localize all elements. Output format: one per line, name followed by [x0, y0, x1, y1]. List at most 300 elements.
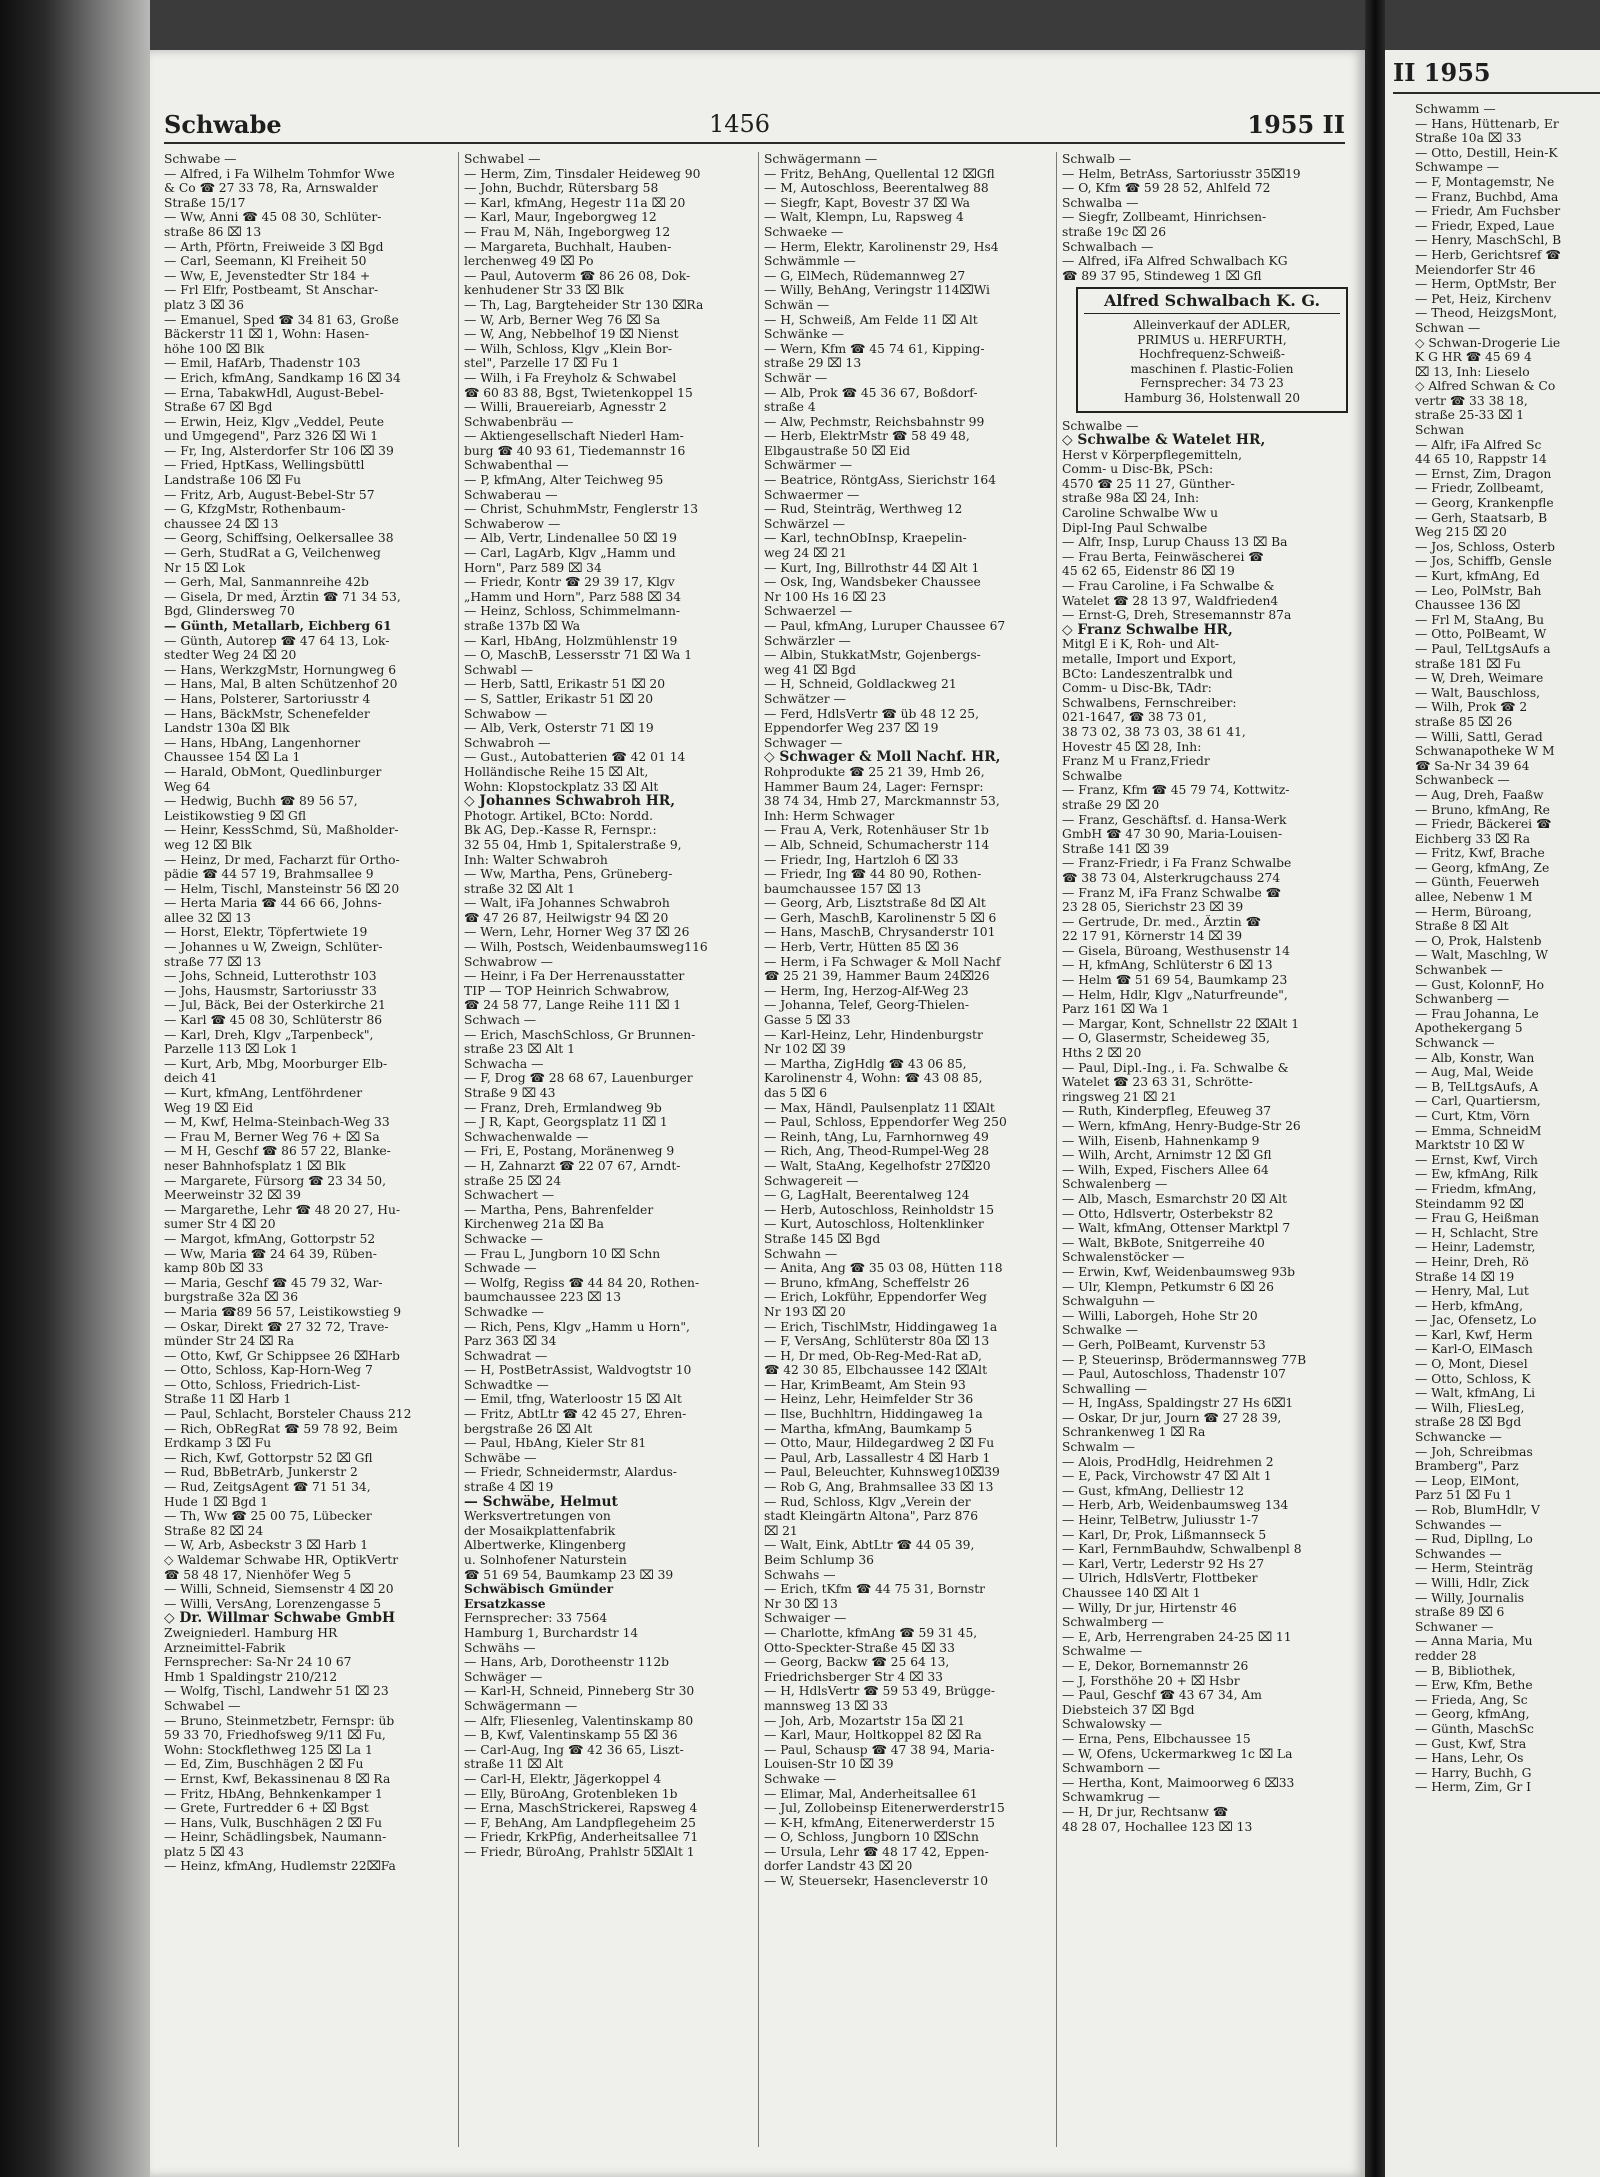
directory-entry-line: — Gerh, MaschB, Karolinenstr 5 ⌧ 6 [764, 910, 997, 925]
directory-entry-line: — Alb, Verk, Osterstr 71 ⌧ 19 [464, 721, 654, 736]
next-page-line: Schwan — [1415, 320, 1481, 335]
next-page-line: Schwandes — [1415, 1517, 1502, 1532]
directory-entry-line: — Alfred, i Fa Wilhelm Tohmfor Wwe [164, 166, 395, 181]
directory-entry-line: — Paul, Arb, Lassallestr 4 ⌧ Harb 1 [764, 1450, 991, 1465]
surname-heading: Schwägermann — [464, 1698, 578, 1713]
next-page-line: — Günth, MaschSc [1415, 1721, 1534, 1736]
next-page-line: Straße 10a ⌧ 33 [1415, 131, 1522, 146]
directory-entry-line: — Ed, Zim, Buschhägen 2 ⌧ Fu [164, 1757, 364, 1772]
directory-entry-line: — Margarethe, Lehr ☎ 48 20 27, Hu- [164, 1202, 401, 1217]
directory-entry-line: ☎ 38 73 04, Alsterkrugchauss 274 [1062, 870, 1281, 885]
directory-entry-line: — Grete, Furtredder 6 + ⌧ Bgst [164, 1801, 369, 1816]
directory-entry-line: — Herb, Vertr, Hütten 85 ⌧ 36 [764, 940, 959, 955]
surname-heading: Schwaeke — [764, 224, 844, 239]
directory-entry-line: — Wilh, Archt, Arnimstr 12 ⌧ Gfl [1062, 1148, 1272, 1163]
next-page-line: — Hans, Hüttenarb, Er [1415, 116, 1559, 131]
directory-entry-line: — Joh, Arb, Mozartstr 15a ⌧ 21 [764, 1713, 966, 1728]
directory-entry-line: — Karl, Vertr, Lederstr 92 Hs 27 [1062, 1556, 1265, 1571]
directory-entry-line: — Fried, HptKass, Wellingsbüttl [164, 458, 365, 473]
directory-entry-line: — Alw, Pechmstr, Reichsbahnstr 99 [764, 414, 985, 429]
directory-entry-line: — B, Kwf, Valentinskamp 55 ⌧ 36 [464, 1728, 678, 1743]
advertisement-line: Hamburg 36, Holstenwall 20 [1123, 390, 1301, 405]
directory-entry-line: straße 25 ⌧ 24 [464, 1173, 562, 1188]
next-page-line: — Friedr, Bäckerei ☎ [1415, 817, 1552, 832]
directory-entry-line: allee 32 ⌧ 13 [164, 910, 251, 925]
directory-entry-line: — W, Ang, Nebbelhof 19 ⌧ Nienst [464, 327, 679, 342]
directory-entry-line: — Heinz, Dr med, Facharzt für Ortho- [164, 852, 400, 867]
directory-entry-line: — Franz, Dreh, Ermlandweg 9b [464, 1100, 662, 1115]
directory-entry-line: weg 12 ⌧ Blk [164, 837, 252, 852]
next-page-line: — Jac, Ofensetz, Lo [1415, 1313, 1537, 1328]
next-page-line: — H, Schlacht, Stre [1415, 1225, 1539, 1240]
advertisement-line: maschinen f. Plastic-Folien [1130, 361, 1294, 376]
directory-entry-line: 021-1647, ☎ 38 73 01, [1062, 710, 1207, 725]
directory-entry-line: — Carl-H, Elektr, Jägerkoppel 4 [464, 1771, 662, 1786]
directory-entry-line: — Hedwig, Buchh ☎ 89 56 57, [164, 794, 358, 809]
directory-entry-line: — Helm, BetrAss, Sartoriusstr 35⌧19 [1062, 166, 1301, 181]
directory-entry-line: — Friedr, Ing, Hartzloh 6 ⌧ 33 [764, 852, 959, 867]
directory-entry-line: — Frau Caroline, i Fa Schwalbe & [1062, 579, 1275, 594]
directory-entry-line: — Karl, kfmAng, Hegestr 11a ⌧ 20 [464, 195, 686, 210]
directory-entry-line: — Herb, ElektrMstr ☎ 58 49 48, [764, 429, 970, 444]
surname-heading: Schwänke — [764, 327, 844, 342]
directory-entry-line: — Carl, Seemann, Kl Freiheit 50 [164, 254, 367, 269]
directory-entry-line: — Otto, Schloss, Kap-Horn-Weg 7 [164, 1363, 373, 1378]
directory-entry-line: — Aktiengesellschaft Niederl Ham- [464, 429, 684, 444]
next-page-line: ⌧ 13, Inh: Lieselo [1415, 364, 1530, 379]
directory-entry-line: Otto-Speckter-Straße 45 ⌧ 33 [764, 1640, 955, 1655]
directory-entry-line: ☎ 47 26 87, Heilwigstr 94 ⌧ 20 [464, 910, 669, 925]
directory-entry-line: — Friedr, KrkPfig, Anderheitsallee 71 [464, 1830, 699, 1845]
directory-entry-line: — Wilh, Schloss, Klgv „Klein Bor- [464, 341, 673, 356]
directory-entry-line: 38 73 02, 38 73 03, 38 61 41, [1062, 724, 1246, 739]
directory-entry-line: — H, Zahnarzt ☎ 22 07 67, Arndt- [464, 1158, 681, 1173]
directory-entry-line: Rohprodukte ☎ 25 21 39, Hmb 26, [764, 764, 985, 779]
next-page-line: — Jos, Schloss, Osterb [1415, 539, 1556, 554]
directory-entry-line: — J, Forsthöhe 20 + ⌧ Hsbr [1062, 1673, 1240, 1688]
directory-entry-line: — Alb, Schneid, Schumacherstr 114 [764, 837, 990, 852]
surname-heading: Schwabl — [464, 662, 534, 677]
directory-entry-line: — Walt, Eink, AbtLtr ☎ 44 05 39, [764, 1538, 975, 1553]
directory-entry-line: — Margarete, Fürsorg ☎ 23 34 50, [164, 1173, 386, 1188]
directory-entry-line: — P, kfmAng, Alter Teichweg 95 [464, 473, 664, 488]
directory-entry-line: — Heinz, Lehr, Heimfelder Str 36 [764, 1392, 974, 1407]
directory-entry-line: — Karl, technObInsp, Kraepelin- [764, 531, 967, 546]
directory-entry-line: deich 41 [164, 1071, 218, 1086]
directory-entry-line: — Herm, Zim, Tinsdaler Heideweg 90 [464, 166, 701, 181]
next-page-line: — Jos, Schiffb, Gensle [1415, 554, 1552, 569]
next-page-line: Schwanbek — [1415, 963, 1503, 978]
directory-entry-line: — Hertha, Kont, Maimoorweg 6 ⌧33 [1062, 1775, 1295, 1790]
directory-entry-line: — W, Arb, Asbeckstr 3 ⌧ Harb 1 [164, 1538, 369, 1553]
directory-entry-line: — Emil, tfng, Waterloostr 15 ⌧ Alt [464, 1392, 682, 1407]
directory-entry-line: — Helm, Hdlr, Klgv „Naturfreunde", [1062, 987, 1288, 1002]
directory-entry-line: — Walt, BkBote, Snitgerreihe 40 [1062, 1235, 1265, 1250]
directory-entry-line: Caroline Schwalbe Ww u [1062, 506, 1219, 521]
next-page-line: Meiendorfer Str 46 [1415, 262, 1536, 277]
directory-entry-line: — Alfred, iFa Alfred Schwalbach KG [1062, 254, 1288, 269]
directory-entry-line: — Otto, Hdlsvertr, Osterbekstr 82 [1062, 1206, 1274, 1221]
next-page-line: — Gust, Kwf, Stra [1415, 1736, 1527, 1751]
directory-entry-line: Erdkamp 3 ⌧ Fu [164, 1436, 272, 1451]
next-page-line: Weg 215 ⌧ 20 [1415, 525, 1507, 540]
directory-entry-line: — H, IngAss, Spaldingstr 27 Hs 6⌧1 [1062, 1396, 1294, 1411]
directory-entry-line: Fernsprecher: 33 7564 [464, 1611, 608, 1626]
directory-entry-line: — Herm, i Fa Schwager & Moll Nachf [764, 954, 1001, 969]
directory-entry-line: Werksvertretungen von [464, 1509, 611, 1524]
directory-entry-line: — Rob G, Ang, Brahmsallee 33 ⌧ 13 [764, 1480, 994, 1495]
directory-entry-line: — Margot, kfmAng, Gottorpstr 52 [164, 1231, 376, 1246]
next-page-line: — Ew, kfmAng, Rilk [1415, 1167, 1538, 1182]
directory-entry-line: — Wern, Lehr, Horner Weg 37 ⌧ 26 [464, 925, 690, 940]
directory-entry-line: — J R, Kapt, Georgsplatz 11 ⌧ 1 [464, 1115, 668, 1130]
next-page-line: — Ernst, Kwf, Virch [1415, 1152, 1538, 1167]
directory-entry-line: ☎ 24 58 77, Lange Reihe 111 ⌧ 1 [464, 998, 682, 1013]
next-page-line: — Georg, Krankenpfle [1415, 496, 1554, 511]
directory-entry-line: baumchaussee 157 ⌧ 13 [764, 881, 922, 896]
next-page-line: — Joh, Schreibmas [1415, 1444, 1533, 1459]
next-page-line: — Frau G, Heißman [1415, 1211, 1540, 1226]
directory-entry-line: — O, Kfm ☎ 59 28 52, Ahlfeld 72 [1062, 181, 1271, 196]
next-page-line: — Willi, Hdlr, Zick [1415, 1575, 1529, 1590]
directory-entry-line: Straße 82 ⌧ 24 [164, 1523, 264, 1538]
next-page-line: — Theod, HeizgsMont, [1415, 306, 1558, 321]
directory-entry-line: — Erich, TischlMstr, Hiddingaweg 1a [764, 1319, 998, 1334]
directory-entry-line: stedter Weg 24 ⌧ 20 [164, 648, 297, 663]
directory-entry-line: — Willy, Dr jur, Hirtenstr 46 [1062, 1600, 1237, 1615]
directory-entry-line: — Otto, Maur, Hildegardweg 2 ⌧ Fu [764, 1436, 995, 1451]
next-page-line: — Friedr, Am Fuchsber [1415, 204, 1561, 219]
next-page-line: — Pet, Heiz, Kirchenv [1415, 291, 1552, 306]
directory-entry-line: ☎ 89 37 95, Stindeweg 1 ⌧ Gfl [1062, 268, 1262, 283]
directory-entry-line: — K-H, kfmAng, Eitenerwerderstr 15 [764, 1815, 995, 1830]
directory-entry-line: — Karl, Maur, Ingeborgweg 12 [464, 210, 657, 225]
directory-entry-line: straße 32 ⌧ Alt 1 [464, 881, 575, 896]
directory-entry-line: Kirchenweg 21a ⌧ Ba [464, 1217, 604, 1232]
directory-entry-line: straße 29 ⌧ 13 [764, 356, 862, 371]
header-year: 1955 II [1247, 110, 1345, 139]
directory-entry-line: straße 29 ⌧ 20 [1062, 797, 1160, 812]
directory-entry-line: 59 33 70, Friedhofsweg 9/11 ⌧ Fu, [164, 1728, 386, 1743]
directory-entry-line: — G, ElMech, Rüdemannweg 27 [764, 268, 966, 283]
directory-entry-line: Hovestr 45 ⌧ 28, Inh: [1062, 739, 1202, 754]
directory-entry-line: Photogr. Artikel, BCto: Nordd. [464, 808, 654, 823]
directory-entry-line: u. Solnhofener Naturstein [464, 1553, 627, 1567]
directory-entry-line: — Herta Maria ☎ 44 66 66, Johns- [164, 896, 382, 911]
next-page-line: Schwan [1415, 423, 1465, 438]
directory-entry-line: — Johanna, Telef, Georg-Thielen- [764, 998, 970, 1013]
surname-heading: Schwalba — [1062, 195, 1139, 210]
directory-entry-line: straße 19c ⌧ 26 [1062, 224, 1167, 239]
directory-entry-line: — Emil, HafArb, Thadenstr 103 [164, 356, 361, 371]
directory-entry-line: Straße 9 ⌧ 43 [464, 1086, 556, 1100]
next-page-line: — Emma, SchneidM [1415, 1123, 1542, 1138]
directory-entry-line: — Osk, Ing, Wandsbeker Chaussee [764, 575, 981, 590]
directory-entry-line: — Jul, Bäck, Bei der Osterkirche 21 [164, 998, 386, 1013]
directory-entry-line: 4570 ☎ 25 11 27, Günther- [1062, 476, 1235, 491]
directory-entry-line: neser Bahnhofsplatz 1 ⌧ Blk [164, 1158, 346, 1173]
directory-entry-line: — Kurt, Ing, Billrothstr 44 ⌧ Alt 1 [764, 560, 980, 575]
next-page-line: — Herm, OptMstr, Ber [1415, 277, 1556, 292]
directory-entry-line: straße 98a ⌧ 24, Inh: [1062, 491, 1200, 506]
directory-entry-line: — Alfr, Fliesenleg, Valentinskamp 80 [464, 1713, 694, 1728]
next-page-line: — Frieda, Ang, Sc [1415, 1692, 1528, 1707]
next-page-line: — Leo, PolMstr, Bah [1415, 583, 1542, 598]
directory-entry-line: — G, LagHalt, Beerentalweg 124 [764, 1188, 970, 1203]
directory-entry-line: Schrankenweg 1 ⌧ Ra [1062, 1425, 1206, 1440]
next-page-line: — Wilh, FliesLeg, [1415, 1400, 1525, 1415]
directory-entry-line: — Charlotte, kfmAng ☎ 59 31 45, [764, 1625, 978, 1640]
directory-entry-line: — Frau L, Jungborn 10 ⌧ Schn [464, 1246, 661, 1261]
directory-entry-line: — Jul, Zollobeinsp Eitenerwerderstr15 [764, 1801, 1005, 1816]
directory-entry-line: Nr 193 ⌧ 20 [764, 1304, 846, 1319]
directory-entry-line: — Alb, Vertr, Lindenallee 50 ⌧ 19 [464, 531, 677, 546]
directory-entry-line: — Paul, kfmAng, Luruper Chaussee 67 [764, 619, 1006, 633]
directory-entry-line: — Günth, Autorep ☎ 47 64 13, Lok- [164, 633, 390, 648]
directory-entry-line: Straße 141 ⌧ 39 [1062, 841, 1170, 856]
next-page-line: — O, Mont, Diesel [1415, 1357, 1528, 1372]
directory-entry-line: Straße 145 ⌧ Bgd [764, 1231, 881, 1246]
directory-entry-line: 48 28 07, Hochallee 123 ⌧ 13 [1062, 1819, 1253, 1834]
directory-entry-line: — Walt, Klempn, Lu, Rapsweg 4 [764, 210, 964, 225]
surname-heading: Schwamkrug — [1062, 1790, 1161, 1805]
surname-heading: Schwabel — [164, 1698, 241, 1713]
directory-entry-line: straße 77 ⌧ 13 [164, 954, 262, 969]
surname-heading: Schwachenwalde — [464, 1129, 589, 1144]
next-page-line: — Frau Johanna, Le [1415, 1006, 1539, 1021]
directory-entry-line: lerchenweg 49 ⌧ Po [464, 254, 594, 269]
next-page-line: — Kurt, kfmAng, Ed [1415, 569, 1540, 583]
directory-entry-line: — Alois, ProdHdlg, Heidrehmen 2 [1062, 1454, 1274, 1469]
directory-entry-line: Eppendorfer Weg 237 ⌧ 19 [764, 721, 939, 736]
directory-entry-line: — Paul, Dipl.-Ing., i. Fa. Schwalbe & [1062, 1060, 1289, 1075]
directory-entry-line: Mitgl E i K, Roh- und Alt- [1062, 637, 1220, 652]
next-page-line: Bramberg", Parz [1415, 1459, 1519, 1474]
next-page-line: Steindamm 92 ⌧ [1415, 1196, 1524, 1211]
directory-entry-line: — Johs, Hausmstr, Sartoriusstr 33 [164, 983, 377, 998]
directory-entry-line: Bäckerstr 11 ⌧ 1, Wohn: Hasen- [164, 327, 369, 342]
directory-entry-line: — W, Arb, Berner Weg 76 ⌧ Sa [464, 312, 661, 327]
directory-entry-line: — Gust, kfmAng, Delliestr 12 [1062, 1483, 1245, 1498]
directory-entry-line: — Fri, E, Postang, Moränenweg 9 [464, 1144, 675, 1159]
next-page-line: Straße 14 ⌧ 19 [1415, 1269, 1515, 1284]
next-page-line: — Fritz, Kwf, Brache [1415, 846, 1545, 861]
directory-entry-line: platz 3 ⌧ 36 [164, 297, 244, 312]
directory-entry-line: ringsweg 21 ⌧ 21 [1062, 1089, 1177, 1104]
directory-entry-line: münder Str 24 ⌧ Ra [164, 1334, 295, 1349]
next-page-line: — O, Prok, Halstenb [1415, 933, 1542, 948]
directory-entry-line: — F, Drog ☎ 28 68 67, Lauenburger [464, 1071, 693, 1086]
directory-entry-line: — Franz, Kfm ☎ 45 79 74, Kottwitz- [1062, 783, 1290, 798]
directory-entry-line: — Harald, ObMont, Quedlinburger [164, 764, 382, 779]
surname-heading: Schwabenbräu — [464, 414, 574, 429]
directory-entry-line: der Mosaikplattenfabrik [464, 1523, 616, 1538]
directory-entry-line: — Hans, MaschB, Chrysanderstr 101 [764, 925, 996, 940]
directory-entry-line: Comm- u Disc-Bk, PSch: [1062, 462, 1214, 477]
directory-entry-line: Schwäbisch Gmünder [464, 1582, 614, 1597]
next-page-line: Eichberg 33 ⌧ Ra [1415, 831, 1531, 846]
directory-entry-line: — M, Autoschloss, Beerentalweg 88 [764, 181, 989, 196]
directory-entry-line: Bgd, Glindersweg 70 [164, 604, 295, 619]
directory-entry-line: TIP — TOP Heinrich Schwabrow, [464, 983, 670, 998]
surname-heading: Schwadke — [464, 1304, 544, 1319]
directory-entry-line: Nr 15 ⌧ Lok [164, 560, 246, 575]
book-gutter [1365, 0, 1385, 2177]
next-page-line: — F, Montagemstr, Ne [1415, 174, 1555, 189]
directory-entry-line: — Oskar, Dr jur, Journ ☎ 27 28 39, [1062, 1410, 1282, 1425]
directory-entry-line: — Anita, Ang ☎ 35 03 08, Hütten 118 [764, 1261, 1003, 1276]
directory-entry-line: — Frau A, Verk, Rotenhäuser Str 1b [764, 823, 989, 838]
surname-heading: Schwaberau — [464, 487, 558, 502]
directory-entry-line: — Heinr, i Fa Der Herrenausstatter [464, 969, 685, 984]
directory-entry-line: — Oskar, Direkt ☎ 27 32 72, Trave- [164, 1319, 389, 1334]
directory-entry-line: — Willy, BehAng, Veringstr 114⌧Wi [764, 283, 990, 298]
surname-heading: Schwärzler — [764, 633, 851, 648]
directory-entry-line: — E, Dekor, Bornemannstr 26 [1062, 1658, 1249, 1673]
page-header [164, 110, 1345, 150]
directory-entry-line: — Bruno, Steinmetzbetr, Fernspr: üb [164, 1713, 395, 1728]
directory-entry-line: — Frau M, Näh, Ingeborgweg 12 [464, 224, 671, 239]
next-page-line: straße 85 ⌧ 26 [1415, 714, 1513, 729]
directory-entry-line: Chaussee 140 ⌧ Alt 1 [1062, 1586, 1201, 1600]
next-page-line: — Otto, Destill, Hein-K [1415, 145, 1558, 160]
next-page-line: — Walt, Bauschloss, [1415, 685, 1541, 700]
surname-heading: Schwär — [764, 370, 828, 385]
next-page-line: — Walt, kfmAng, Li [1415, 1386, 1536, 1401]
directory-entry-line: — Ferd, HdlsVertr ☎ üb 48 12 25, [764, 706, 979, 721]
next-page-line: — Erw, Kfm, Bethe [1415, 1678, 1533, 1693]
directory-entry-line: — Fritz, BehAng, Quellental 12 ⌧Gfl [764, 166, 995, 181]
surname-heading: Schwahn — [764, 1246, 838, 1261]
next-page-line: straße 181 ⌧ Fu [1415, 656, 1521, 671]
directory-entry-line: — Hans, HbAng, Langenhorner [164, 735, 361, 750]
advertisement-line: Fernsprecher: 34 73 23 [1140, 376, 1284, 391]
directory-entry-line: — Paul, Schausp ☎ 47 38 94, Maria- [764, 1742, 995, 1757]
next-page-line: ◇ Schwan-Drogerie Lie [1415, 335, 1561, 350]
directory-entry-line: — Ilse, Buchhltrn, Hiddingaweg 1a [764, 1407, 983, 1422]
directory-entry-line: — Karl-H, Schneid, Pinneberg Str 30 [464, 1684, 695, 1699]
directory-entry-line: — O, MaschB, Lessersstr 71 ⌧ Wa 1 [464, 648, 693, 663]
scan-left-margin [0, 0, 150, 2177]
column-separator [1056, 152, 1057, 2147]
directory-entry-line: — Rich, Kwf, Gottorpstr 52 ⌧ Gfl [164, 1450, 373, 1465]
directory-entry-line: — Karl, HbAng, Holzmühlenstr 19 [464, 633, 678, 648]
directory-entry-line: — Paul, Schlacht, Borsteler Chauss 212 [164, 1407, 412, 1422]
surname-heading: Schwager — [764, 735, 843, 750]
directory-entry-line: Comm- u Disc-Bk, TAdr: [1062, 681, 1212, 696]
next-page-line: Parz 51 ⌧ Fu 1 [1415, 1488, 1513, 1503]
directory-entry-line: — Georg, Arb, Lisztstraße 8d ⌧ Alt [764, 896, 986, 911]
next-page-line: — Paul, TelLtgsAufs a [1415, 641, 1551, 656]
directory-entry-line: straße 23 ⌧ Alt 1 [464, 1042, 575, 1057]
directory-entry-line: chaussee 24 ⌧ 13 [164, 516, 279, 531]
next-page-line: — Rob, BlumHdlr, V [1415, 1503, 1540, 1517]
directory-entry-line: Fernsprecher: Sa-Nr 24 10 67 [164, 1655, 352, 1670]
directory-entry-line: ◇ Waldemar Schwabe HR, OptikVertr [164, 1553, 399, 1567]
directory-entry-line: ☎ 51 69 54, Baumkamp 23 ⌧ 39 [464, 1567, 674, 1582]
directory-entry-line: — Wern, kfmAng, Henry-Budge-Str 26 [1062, 1119, 1301, 1133]
directory-entry-line: sumer Str 4 ⌧ 20 [164, 1217, 276, 1232]
column-4 [1062, 152, 1354, 2157]
directory-entry-line: stel", Parzelle 17 ⌧ Fu 1 [464, 356, 620, 371]
surname-heading: Schwalling — [1062, 1381, 1147, 1396]
directory-entry-line: Wohn: Klopstockplatz 33 ⌧ Alt [464, 779, 659, 794]
directory-entry-line: — Margareta, Buchhalt, Hauben- [464, 239, 672, 254]
directory-entry-line: — Kurt, Autoschloss, Holtenklinker [764, 1217, 984, 1232]
next-page-line: — Otto, PolBeamt, W [1415, 627, 1547, 642]
directory-entry-line: — Carl-Aug, Ing ☎ 42 36 65, Liszt- [464, 1742, 684, 1757]
directory-entry-line: straße 11 ⌧ Alt [464, 1757, 564, 1772]
directory-entry-line: straße 137b ⌧ Wa [464, 619, 581, 633]
directory-entry-line: — Ulrich, HdlsVertr, Flottbeker [1062, 1571, 1258, 1586]
directory-entry-line: — Christ, SchuhmMstr, Fenglerstr 13 [464, 502, 699, 517]
directory-entry-line: dorfer Landstr 43 ⌧ 20 [764, 1859, 913, 1874]
directory-entry-line: — Elimar, Mal, Anderheitsallee 61 [764, 1786, 978, 1801]
directory-entry-line: — Martha, ZigHdlg ☎ 43 06 85, [764, 1056, 967, 1071]
next-page-line: Schwanapotheke W M [1415, 744, 1555, 759]
directory-entry-line: — Alb, Prok ☎ 45 36 67, Boßdorf- [764, 385, 978, 400]
directory-entry-line: Chaussee 154 ⌧ La 1 [164, 750, 301, 765]
surname-heading: Schwärzel — [764, 516, 845, 531]
next-page-line: — Herm, Zim, Gr I [1415, 1780, 1531, 1795]
directory-entry-line: Landstr 130a ⌧ Blk [164, 721, 290, 736]
next-page-line: — Leop, ElMont, [1415, 1473, 1520, 1488]
directory-entry-line: — Wilh, Exped, Fischers Allee 64 [1062, 1162, 1269, 1177]
directory-entry-line: — Th, Lag, Bargteheider Str 130 ⌧Ra [464, 297, 704, 312]
directory-entry-line: — Rud, ZeitgsAgent ☎ 71 51 34, [164, 1480, 371, 1495]
directory-entry-line: — E, Arb, Herrengraben 24-25 ⌧ 11 [1062, 1629, 1292, 1644]
next-page-line: straße 28 ⌧ Bgd [1415, 1415, 1522, 1430]
next-page-line: — Heinr, Dreh, Rö [1415, 1254, 1529, 1269]
header-rule [164, 142, 1345, 144]
next-page-line: — Carl, Quartiersm, [1415, 1094, 1541, 1109]
surname-heading: Schwadtke — [464, 1377, 549, 1392]
directory-entry-line: Straße 15/17 [164, 195, 246, 210]
directory-entry-line: Nr 100 Hs 16 ⌧ 23 [764, 589, 887, 604]
directory-entry-line: — Gisela, Büroang, Westhusenstr 14 [1062, 943, 1291, 958]
directory-entry-line: 45 62 65, Eidenstr 86 ⌧ 19 [1062, 564, 1235, 579]
directory-entry-line: Parzelle 113 ⌧ Lok 1 [164, 1042, 298, 1057]
directory-entry-line: stadt Kleingärtn Altona", Parz 876 [764, 1509, 979, 1524]
directory-entry-line: — E, Pack, Virchowstr 47 ⌧ Alt 1 [1062, 1469, 1272, 1484]
next-page-line: — Harry, Buchh, G [1415, 1765, 1532, 1780]
next-page-line: Chaussee 136 ⌧ [1415, 598, 1521, 613]
next-page-line: — Friedr, Exped, Laue [1415, 218, 1555, 233]
directory-entry-line: kenhudener Str 33 ⌧ Blk [464, 283, 624, 298]
directory-entry-line: — Fritz, Arb, August-Bebel-Str 57 [164, 487, 375, 502]
directory-entry-line: Nr 30 ⌧ 13 [764, 1596, 838, 1611]
surname-heading: Schwalm — [1062, 1440, 1135, 1455]
surname-heading: Schwätzer — [764, 691, 846, 706]
surname-heading: Schwaberow — [464, 516, 561, 531]
directory-entry-line: — M H, Geschf ☎ 86 57 22, Blanke- [164, 1144, 391, 1159]
directory-entry-line: — Har, KrimBeamt, Am Stein 93 [764, 1377, 966, 1392]
next-page-line: K G HR ☎ 45 69 4 [1415, 350, 1532, 365]
directory-entry-line: — Heinz, Schloss, Schimmelmann- [464, 604, 681, 619]
directory-entry-line: — Otto, Kwf, Gr Schippsee 26 ⌧Harb [164, 1348, 400, 1363]
directory-entry-line: Franz M u Franz,Friedr [1062, 754, 1210, 769]
next-page-line: — Frl M, StaAng, Bu [1415, 612, 1545, 627]
directory-entry-line: Parz 363 ⌧ 34 [464, 1334, 557, 1349]
directory-entry-line: — M, Kwf, Helma-Steinbach-Weg 33 [164, 1115, 390, 1130]
directory-entry-line: — Paul, HbAng, Kieler Str 81 [464, 1436, 647, 1451]
directory-entry-line: „Hamm und Horn", Parz 588 ⌧ 34 [464, 589, 682, 604]
next-page-line: — Karl, Kwf, Herm [1415, 1327, 1533, 1342]
next-page-line: Schwamm — [1415, 102, 1496, 116]
surname-heading: Schwalguhn — [1062, 1294, 1155, 1309]
directory-entry-line: — Hans, WerkzgMstr, Hornungweg 6 [164, 662, 397, 677]
directory-entry-line: — Beatrice, RöntgAss, Sierichstr 164 [764, 473, 997, 488]
